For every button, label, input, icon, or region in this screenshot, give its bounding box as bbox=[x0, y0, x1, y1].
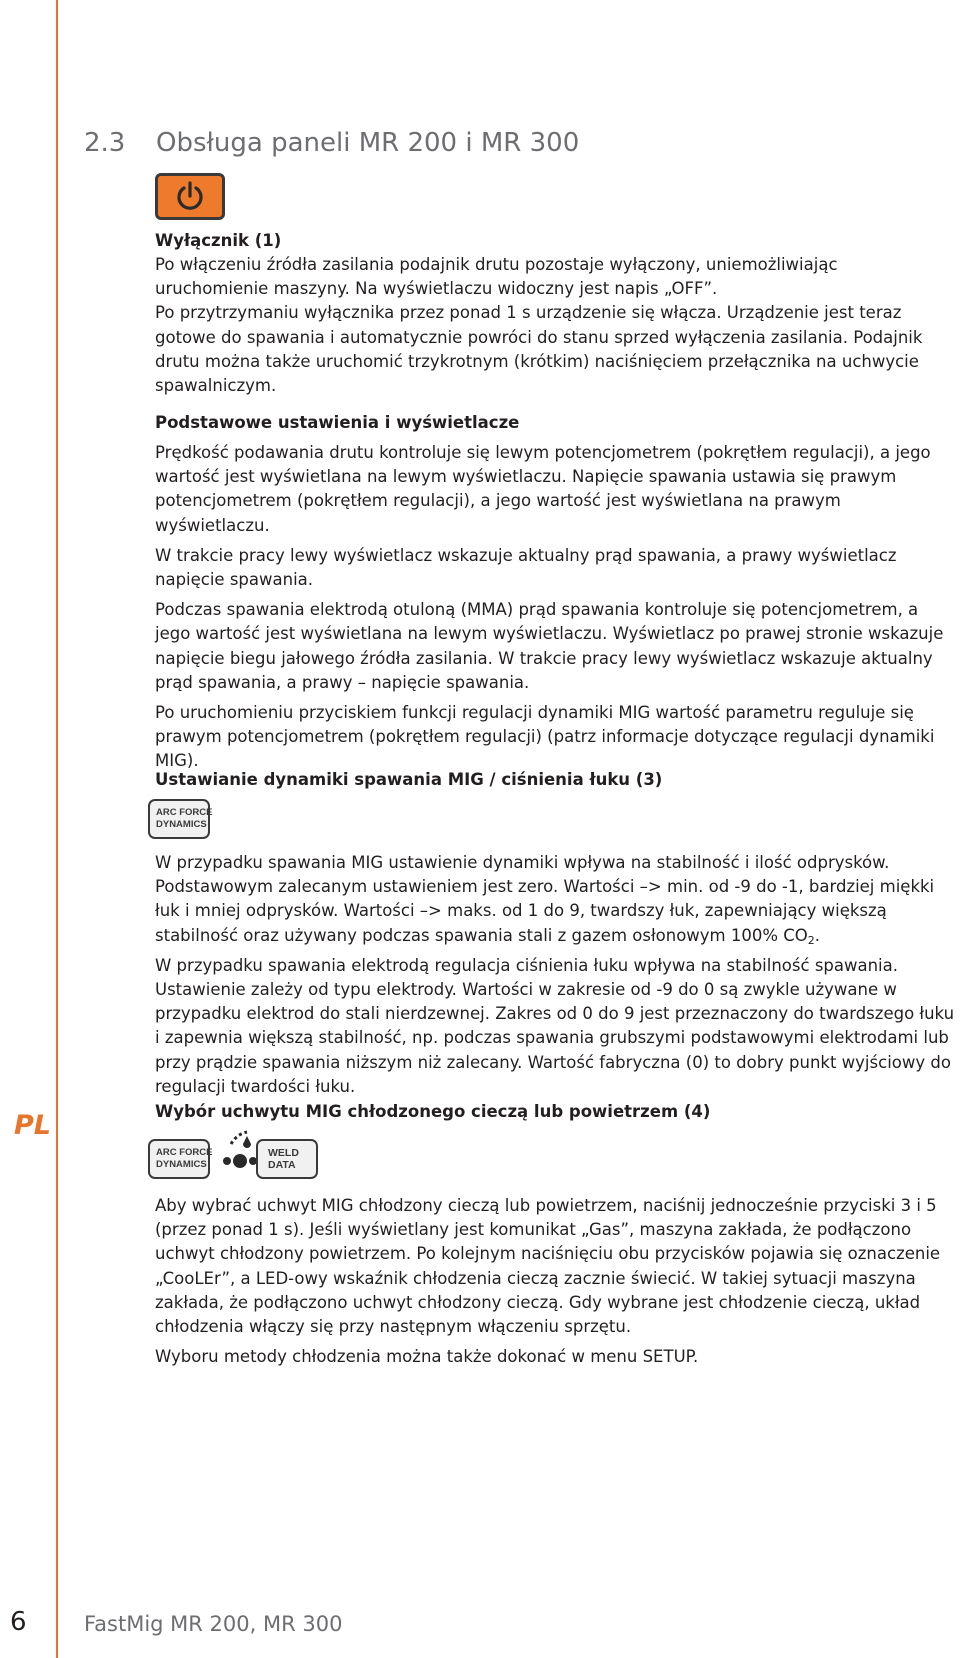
power-switch-heading: Wyłącznik (1) bbox=[155, 231, 282, 250]
dynamics-paragraph-1-end: . bbox=[814, 925, 821, 945]
dynamics-label: DYNAMICS bbox=[156, 819, 207, 830]
cooling-heading: Wybór uchwytu MIG chłodzonego cieczą lub powietrzem (4) bbox=[155, 1102, 711, 1121]
basic-settings-paragraph-1: Prędkość podawania drutu kontroluje się lewym potencjometrem (pokrętłem regulacji), a jego wartość jest wyświetlana na lewym wyświetlaczu. Napięcie spawania ustawia się prawym potencjometrem (pokrętłem regulacji), a jego wartość jest wyświetlana na prawym wyświetlaczu. bbox=[155, 443, 931, 535]
footer-product-name: FastMig MR 200, MR 300 bbox=[84, 1612, 343, 1636]
dynamics-paragraph-2: W przypadku spawania elektrodą regulacja ciśnienia łuku wpływa na stabilność spawania. Ustawienie zależy od typu elektrody. Wartości w zakresie od -9 do 0 są zwykle używane w przypadku elektrod do stali nierdzewnej. Zakres od 0 do 9 jest przeznaczony do twardszego łuku i zapewnia większą stabilność, np. podczas spawania grubszymi podstawowymi elektrodami lub przy prądzie spawania niższym niż zalecany. Wartość fabryczna (0) to dobry punkt wyjściowy do regulacji twardości łuku. bbox=[155, 955, 955, 1096]
arc-force-label: ARC FORCE bbox=[156, 807, 213, 818]
arc-force-dynamics-button-image bbox=[148, 799, 213, 839]
dynamics-text bbox=[155, 851, 955, 1099]
dynamics-paragraph-1-main: W przypadku spawania MIG ustawienie dynamiki wpływa na stabilność i ilość odprysków. Podstawowym zalecanym ustawieniem jest zero. Wartości –> min. od -9 do -1, bardziej miękki łuk i mniej odprysków. Wartości –> maks. od 1 do 9, twardszy łuk, zapewniający większą stabilność oraz używany podczas spawania stali z gazem osłonowym 100% CO bbox=[155, 853, 935, 945]
section-title bbox=[84, 128, 579, 158]
dynamics-label-2: DYNAMICS bbox=[156, 1159, 207, 1170]
power-icon bbox=[174, 180, 206, 214]
data-label: DATA bbox=[268, 1159, 296, 1171]
cooling-section bbox=[155, 1100, 955, 1124]
section-title-text: Obsługa paneli MR 200 i MR 300 bbox=[156, 128, 580, 158]
cooling-paragraph-2: Wyboru metody chłodzenia można także dokonać w menu SETUP. bbox=[155, 1347, 699, 1367]
cooling-text bbox=[155, 1194, 955, 1369]
dynamics-paragraph-1 bbox=[155, 851, 955, 948]
arc-force-dynamics-button-image-2 bbox=[148, 1139, 213, 1179]
cooling-paragraph-1: Aby wybrać uchwyt MIG chłodzony cieczą lub powietrzem, naciśnij jednocześnie przyciski 3 i 5 (przez ponad 1 s). Jeśli wyświetlany jest komunikat „Gas”, maszyna zakłada, że podłączono uchwyt chłodzony powietrzem. Po kolejnym naciśnięciu obu przycisków pojawia się oznaczenie „CooLEr”, a LED-owy wskaźnik chłodzenia cieczą zacznie świecić. W takiej sytuacji maszyna zakłada, że podłączono uchwyt chłodzony cieczą. Gdy wybrane jest chłodzenie cieczą, układ chłodzenia włączy się przy następnym włączeniu sprzętu. bbox=[155, 1196, 941, 1337]
power-switch-paragraph-2: Po przytrzymaniu wyłącznika przez ponad 1 s urządzenie się włącza. Urządzenie jest teraz gotowe do spawania i automatycznie powróci do stanu sprzed wyłączenia zasilania. Podajnik drutu można także uruchomić trzykrotnym (krótkim) naciśnięciem przełącznika na uchwycie spawalniczym. bbox=[155, 303, 923, 396]
basic-settings-paragraph-2: W trakcie pracy lewy wyświetlacz wskazuje aktualny prąd spawania, a prawy wyświetlacz napięcie spawania. bbox=[155, 545, 897, 590]
basic-settings-paragraph-3: Podczas spawania elektrodą otuloną (MMA) prąd spawania kontroluje się potencjometrem, a jego wartość jest wyświetlana na lewym wyświetlaczu. Wyświetlacz po prawej stronie wskazuje napięcie biegu jałowego źródła zasilania. W trakcie pracy lewy wyświetlacz wskazuje aktualny prąd spawania, a prawy – napięcie spawania. bbox=[155, 600, 944, 692]
sidebar-accent-line bbox=[56, 0, 58, 1658]
page-number: 6 bbox=[10, 1607, 27, 1637]
dynamics-section bbox=[155, 768, 955, 792]
language-tag: PL bbox=[14, 1110, 51, 1141]
power-button-image bbox=[155, 173, 225, 220]
arc-force-label-2: ARC FORCE bbox=[156, 1147, 213, 1158]
power-switch-paragraph-1: Po włączeniu źródła zasilania podajnik drutu pozostaje wyłączony, uniemożliwiając uruchomienie maszyny. Na wyświetlaczu widoczny jest napis „OFF”. bbox=[155, 255, 838, 299]
dynamics-heading: Ustawianie dynamiki spawania MIG / ciśnienia łuku (3) bbox=[155, 770, 663, 789]
power-switch-section bbox=[155, 229, 955, 398]
basic-settings-paragraph-4: Po uruchomieniu przyciskiem funkcji regulacji dynamiki MIG wartość parametru reguluje się prawym potencjometrem (pokrętłem regulacji) (patrz informacje dotyczące regulacji dynamiki MIG). bbox=[155, 703, 935, 771]
weld-label: WELD bbox=[268, 1147, 299, 1159]
basic-settings-heading: Podstawowe ustawienia i wyświetlacze bbox=[155, 413, 520, 432]
basic-settings-section bbox=[155, 411, 955, 774]
co2-subscript: 2 bbox=[807, 933, 815, 947]
weld-data-button-image bbox=[256, 1139, 318, 1179]
section-number: 2.3 bbox=[84, 128, 126, 158]
